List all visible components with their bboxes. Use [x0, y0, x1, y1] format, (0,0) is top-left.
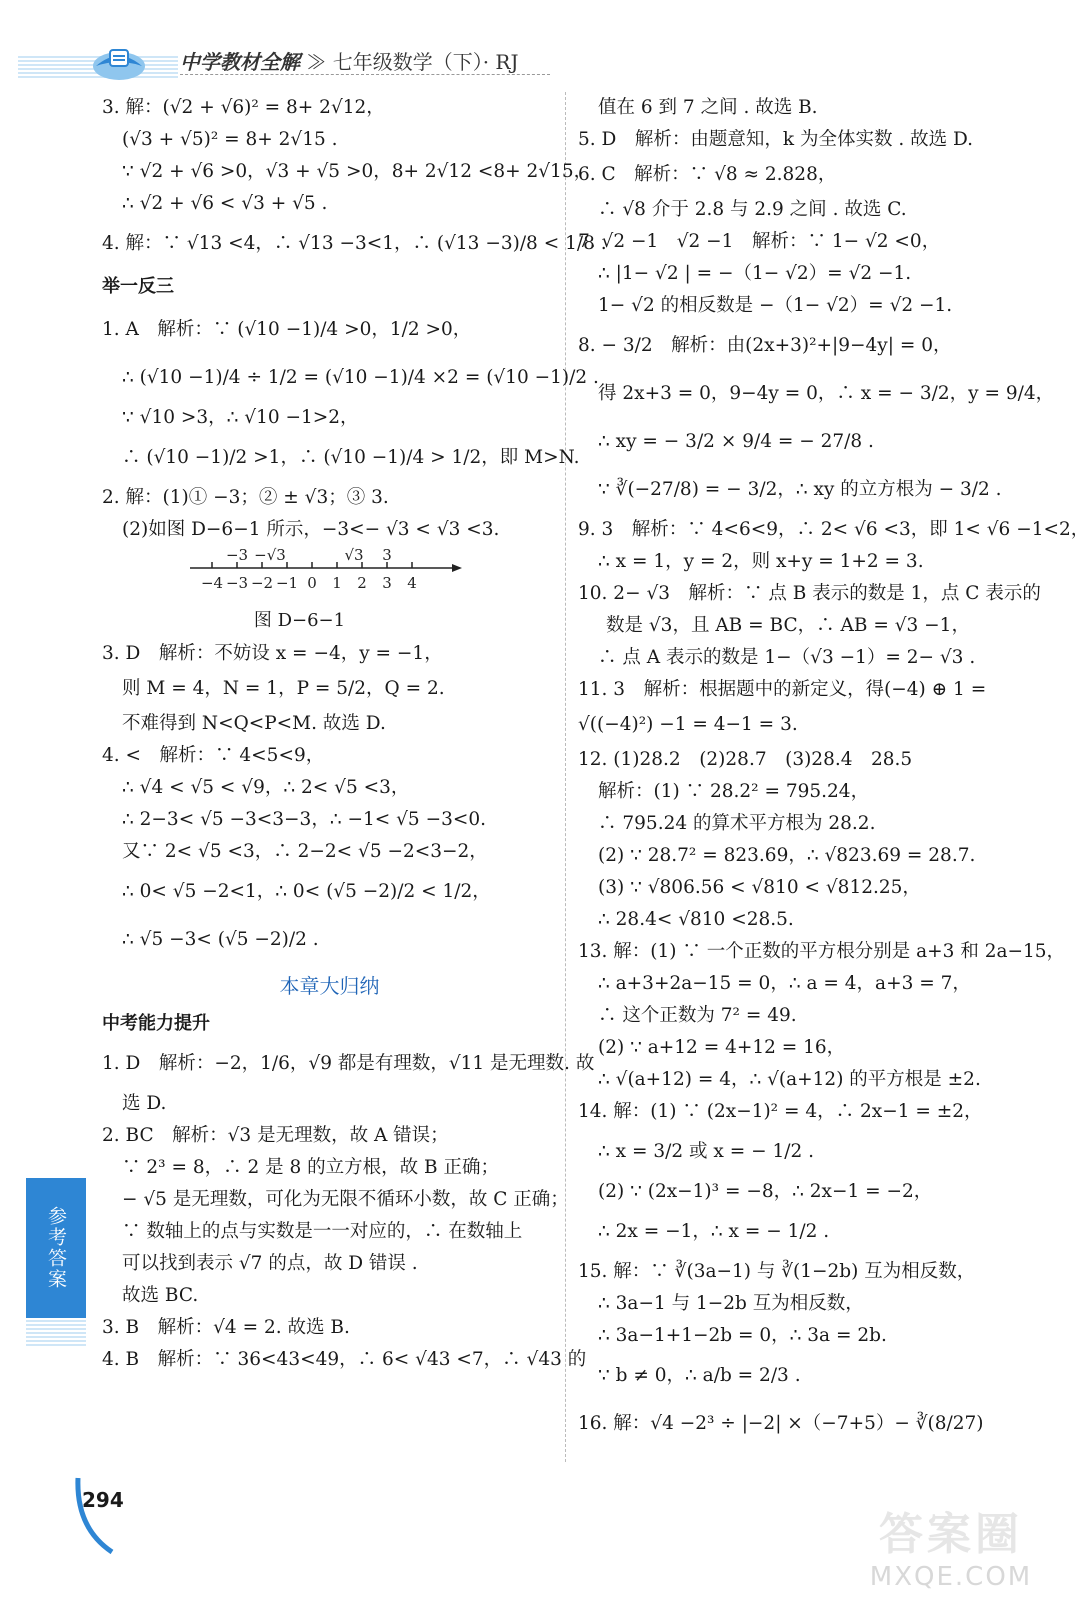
answer-line: ∵ 2³ = 8，∴ 2 是 8 的立方根，故 B 正确； [122, 1157, 500, 1178]
header-subject: 七年级数学（下）· RJ [332, 50, 519, 74]
answer-line: 1− √2 的相反数是 −（1− √2）= √2 −1. [598, 295, 953, 316]
answer-line: 不难得到 N<Q<P<M. 故选 D. [122, 713, 386, 734]
answer-line: ∴ √4 < √5 < √9，∴ 2< √5 <3， [122, 777, 410, 798]
answer-key-tab: 参考答案 [26, 1178, 86, 1318]
column-divider [565, 92, 566, 1462]
answer-line: 可以找到表示 √7 的点，故 D 错误 . [122, 1253, 418, 1274]
answer-line: √((−4)²) −1 = 4−1 = 3. [578, 714, 798, 735]
top-label: 3 [382, 546, 392, 564]
answer-line: 13. 解：(1) ∵ 一个正数的平方根分别是 a+3 和 2a−15， [578, 941, 1066, 962]
answer-line: ∴ 3a−1+1−2b = 0，∴ 3a = 2b. [598, 1325, 887, 1346]
answer-line: 3. D 解析：不妨设 x = −4，y = −1， [102, 643, 443, 664]
left-column [102, 92, 607, 1376]
answer-line: (2) ∵ a+12 = 4+12 = 16， [598, 1037, 846, 1058]
answer-line: ∴ 这个正数为 7² = 49. [598, 1005, 797, 1026]
answer-line: 4. < 解析：∵ 4<5<9， [102, 745, 325, 766]
answer-line: ∴ x = 3/2 或 x = − 1/2 . [598, 1141, 814, 1162]
tick-label: −3 [225, 574, 249, 592]
answer-line: ∵ √2 + √6 >0，√3 + √5 >0，8+ 2√12 <8+ 2√15， [122, 161, 593, 182]
number-line-svg [182, 546, 472, 608]
answer-line: 4. 解：∵ √13 <4，∴ √13 −3<1，∴ (√13 −3)/8 < 1/8 . [102, 233, 607, 254]
answer-line: ∴ √8 介于 2.8 与 2.9 之间 . 故选 C. [598, 199, 907, 220]
header-title [180, 46, 519, 75]
tick-label: −2 [250, 574, 274, 592]
answer-line: 9. 3 解析：∵ 4<6<9，∴ 2< √6 <3，即 1< √6 −1<2， [578, 519, 1090, 540]
answer-line: 11. 3 解析：根据题中的新定义，得(−4) ⊕ 1 = [578, 679, 987, 700]
tick-label: 1 [332, 574, 342, 592]
page-header [0, 0, 1090, 90]
header-arrow: ≫ [306, 50, 327, 74]
tick-label: −1 [275, 574, 299, 592]
answer-line: 12. (1)28.2 (2)28.7 (3)28.4 28.5 [578, 749, 913, 770]
answer-line: 4. B 解析：∵ 36<43<49，∴ 6< √43 <7，∴ √43 的 [102, 1349, 587, 1370]
tick-label: −4 [200, 574, 224, 592]
answer-line: 1. D 解析：−2，1/6，√9 都是有理数，√11 是无理数. 故 [102, 1053, 595, 1074]
answer-line: ∴ x = 1，y = 2，则 x+y = 1+2 = 3. [598, 551, 924, 572]
answer-line: ∵ ∛(−27/8) = − 3/2，∴ xy 的立方根为 − 3/2 . [598, 479, 1002, 500]
answer-line: ∵ √10 >3，∴ √10 −1>2， [122, 407, 359, 428]
answer-line: 7. √2 −1 √2 −1 解析：∵ 1− √2 <0， [578, 231, 941, 252]
answer-line: 16. 解：√4 −2³ ÷ |−2| ×（−7+5）− ∛(8/27) [578, 1413, 984, 1434]
header-brand: 中学教材全解 [180, 50, 300, 74]
answer-line: 6. C 解析：∵ √8 ≈ 2.828， [578, 164, 837, 185]
section-heading: 中考能力提升 [102, 1013, 210, 1034]
answer-line: ∴ 2x = −1，∴ x = − 1/2 . [598, 1221, 830, 1242]
answer-line: ∴ √(a+12) = 4，∴ √(a+12) 的平方根是 ±2. [598, 1069, 981, 1090]
top-label: −√3 [254, 546, 286, 564]
answer-line: ∴ 0< √5 −2<1，∴ 0< (√5 −2)/2 < 1/2， [122, 881, 491, 902]
right-column [578, 92, 1090, 1448]
watermark-text: 答案圈 [879, 1509, 1023, 1560]
top-label: √3 [344, 546, 364, 564]
answer-line: 值在 6 到 7 之间 . 故选 B. [598, 97, 818, 118]
answer-line: ∴ 点 A 表示的数是 1−（√3 −1）= 2− √3 . [598, 647, 976, 668]
answer-line: ∴ (√10 −1)/4 ÷ 1/2 = (√10 −1)/4 ×2 = (√10 −1)/2 . [122, 367, 599, 388]
tick-label: 0 [307, 574, 317, 592]
answer-line: (3) ∵ √806.56 < √810 < √812.25， [598, 877, 921, 898]
tab-stripe [26, 1320, 86, 1346]
answer-line: 3. B 解析：√4 = 2. 故选 B. [102, 1317, 350, 1338]
tick-label: 4 [407, 574, 417, 592]
book-logo-icon [88, 40, 150, 84]
answer-line: ∴ xy = − 3/2 × 9/4 = − 27/8 . [598, 431, 874, 452]
answer-line: ∵ 数轴上的点与实数是一一对应的，∴ 在数轴上 [122, 1221, 523, 1242]
answer-line: 15. 解：∵ ∛(3a−1) 与 ∛(1−2b) 互为相反数， [578, 1261, 976, 1282]
figure-caption: 图 D−6−1 [253, 610, 346, 631]
answer-line: ∴ 795.24 的算术平方根为 28.2. [598, 813, 876, 834]
answer-line: 选 D. [122, 1093, 167, 1114]
section-heading: 举一反三 [102, 276, 174, 297]
answer-line: (√3 + √5)² = 8+ 2√15 . [122, 129, 338, 150]
answer-line: ∵ b ≠ 0，∴ a/b = 2/3 . [598, 1365, 801, 1386]
number-line-figure [102, 546, 557, 608]
answer-line: 1. A 解析：∵ (√10 −1)/4 >0，1/2 >0， [102, 319, 472, 340]
answer-line: 5. D 解析：由题意知，k 为全体实数 . 故选 D. [578, 129, 974, 150]
answer-line: (2) ∵ (2x−1)³ = −8，∴ 2x−1 = −2， [598, 1181, 933, 1202]
answer-line: (2) ∵ 28.7² = 823.69，∴ √823.69 = 28.7. [598, 845, 976, 866]
answer-line: ∴ (√10 −1)/2 >1，∴ (√10 −1)/4 > 1/2，即 M>N. [122, 447, 580, 468]
answer-line: − √5 是无理数，可化为无限不循环小数，故 C 正确； [122, 1189, 569, 1210]
answer-line: 数是 √3，且 AB = BC，∴ AB = √3 −1， [606, 615, 970, 636]
answer-line: ∴ a+3+2a−15 = 0，∴ a = 4，a+3 = 7， [598, 973, 971, 994]
answer-line: 得 2x+3 = 0，9−4y = 0，∴ x = − 3/2，y = 9/4， [598, 383, 1055, 404]
answer-line: ∴ √5 −3< (√5 −2)/2 . [122, 929, 319, 950]
page-corner-arc [72, 1468, 162, 1558]
answer-line: ∴ 3a−1 与 1−2b 互为相反数， [598, 1293, 864, 1314]
watermark-url: MXQE.COM [869, 1562, 1033, 1592]
answer-line: (2)如图 D−6−1 所示，−3<− √3 < √3 <3. [122, 519, 500, 540]
answer-line: 则 M = 4，N = 1，P = 5/2，Q = 2. [122, 678, 445, 699]
answer-line: 2. BC 解析：√3 是无理数，故 A 错误； [102, 1125, 449, 1146]
answer-line: 3. 解：(√2 + √6)² = 8+ 2√12， [102, 97, 385, 118]
top-label: −3 [225, 546, 249, 564]
answer-line: 故选 BC. [122, 1285, 199, 1306]
header-rule [180, 74, 550, 75]
tick-label: 2 [357, 574, 367, 592]
watermark [846, 1498, 1056, 1590]
answer-line: 14. 解：(1) ∵ (2x−1)² = 4，∴ 2x−1 = ±2， [578, 1101, 983, 1122]
answer-line: ∴ √2 + √6 < √3 + √5 . [122, 193, 328, 214]
answer-line: 又∵ 2< √5 <3，∴ 2−2< √5 −2<3−2， [122, 841, 488, 862]
answer-line: ∴ |1− √2 | = −（1− √2）= √2 −1. [598, 263, 912, 284]
chapter-summary-heading: 本章大归纳 [279, 974, 380, 998]
answer-line: 解析：(1) ∵ 28.2² = 795.24， [598, 781, 870, 802]
answer-line: ∴ 2−3< √5 −3<3−3，∴ −1< √5 −3<0. [122, 809, 486, 830]
tick-label: 3 [382, 574, 392, 592]
answer-line: ∴ 28.4< √810 <28.5. [598, 909, 794, 930]
answer-line: 8. − 3/2 解析：由(2x+3)²+|9−4y| = 0， [578, 335, 952, 356]
answer-line: 2. 解：(1)① −3；② ± √3；③ 3. [102, 487, 389, 508]
answer-line: 10. 2− √3 解析：∵ 点 B 表示的数是 1，点 C 表示的 [578, 583, 1041, 604]
page-number: 294 [82, 1488, 124, 1512]
